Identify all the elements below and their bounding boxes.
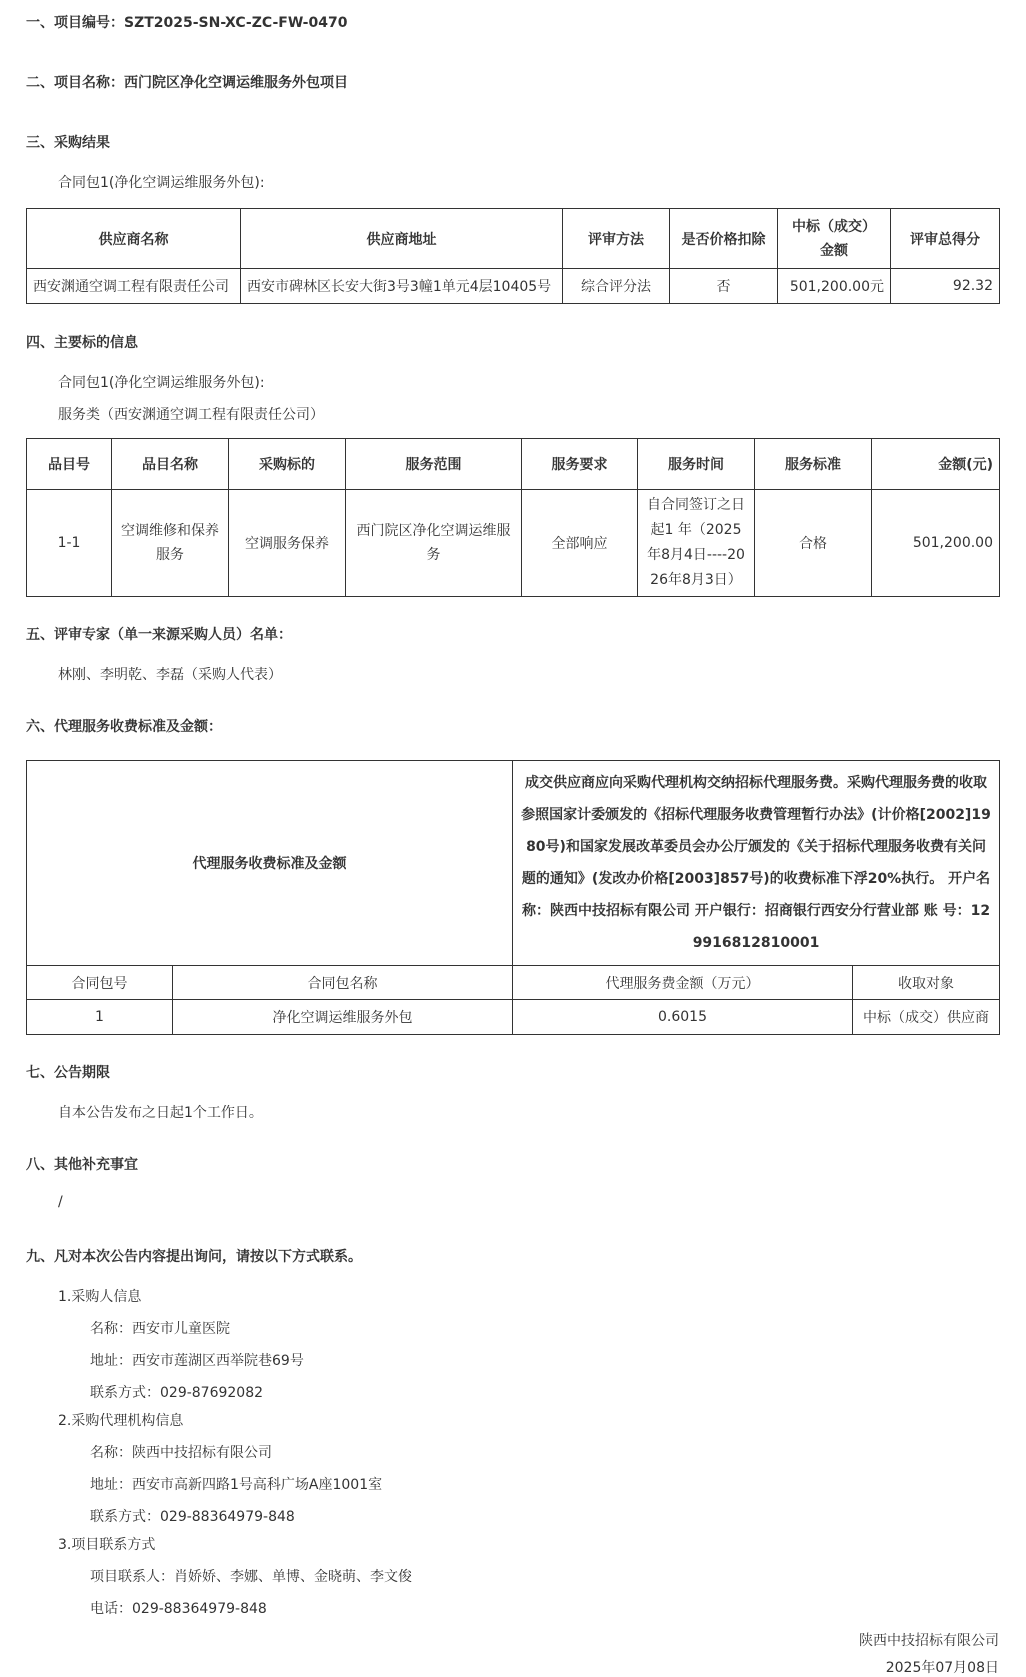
procurement-result-heading: 三、采购结果 [26, 135, 110, 151]
table-header: 金额(元) [872, 439, 1000, 490]
table-header: 评审总得分 [891, 209, 1000, 269]
award-amount: 501,200.00元 [778, 269, 891, 304]
project-name-label: 二、项目名称： [26, 75, 124, 91]
service-requirement: 全部响应 [522, 490, 638, 597]
purchaser-info-title: 1.采购人信息 [58, 1289, 142, 1305]
table-header: 供应商名称 [27, 209, 241, 269]
table-header-row [27, 209, 1000, 269]
table-header: 代理服务费金额（万元） [513, 966, 853, 1000]
service-scope: 西门院区净化空调运维服务 [346, 490, 522, 597]
purchaser-name: 名称：西安市儿童医院 [90, 1321, 230, 1337]
project-number-label: 一、项目编号： [26, 15, 124, 31]
purchaser-contact: 联系方式：029-87692082 [90, 1385, 264, 1401]
supplier-address: 西安市碑林区长安大街3号3幢1单元4层10405号 [241, 269, 563, 304]
main-subject-heading: 四、主要标的信息 [26, 335, 138, 351]
purchaser-address: 地址：西安市莲湖区西举院巷69号 [90, 1353, 304, 1369]
table-header: 服务要求 [522, 439, 638, 490]
fee-standard-row [27, 761, 1000, 966]
expert-list-heading: 五、评审专家（单一来源采购人员）名单： [26, 627, 292, 643]
table-header: 品目名称 [112, 439, 229, 490]
table-header: 服务时间 [638, 439, 755, 490]
project-contact-persons: 项目联系人：肖娇娇、李娜、单博、金晓萌、李文俊 [90, 1569, 412, 1585]
project-contact-phone: 电话：029-88364979-848 [90, 1601, 267, 1617]
item-number: 1-1 [27, 490, 112, 597]
price-deduction: 否 [670, 269, 778, 304]
agency-name: 名称：陕西中技招标有限公司 [90, 1445, 272, 1461]
total-score: 92.32 [891, 269, 1000, 304]
notice-period-heading: 七、公告期限 [26, 1065, 110, 1081]
supplier-name: 西安渊通空调工程有限责任公司 [27, 269, 241, 304]
item-amount: 501,200.00 [872, 490, 1000, 597]
table-header: 是否价格扣除 [670, 209, 778, 269]
footer-date: 2025年07月08日 [885, 1660, 999, 1676]
table-row [27, 490, 1000, 597]
package-name: 净化空调运维服务外包 [173, 1000, 513, 1035]
result-package-label: 合同包1(净化空调运维服务外包): [58, 175, 265, 191]
procurement-result-table [26, 208, 1000, 304]
subject-package-label: 合同包1(净化空调运维服务外包): [58, 375, 265, 391]
project-contact-title: 3.项目联系方式 [58, 1537, 156, 1553]
agency-info-title: 2.采购代理机构信息 [58, 1413, 184, 1429]
table-header: 合同包号 [27, 966, 173, 1000]
project-name-value: 西门院区净化空调运维服务外包项目 [124, 75, 348, 91]
notice-period-text: 自本公告发布之日起1个工作日。 [58, 1105, 263, 1121]
other-matters-heading: 八、其他补充事宜 [26, 1157, 138, 1173]
fee-standard-text: 成交供应商应向采购代理机构交纳招标代理服务费。采购代理服务费的收取参照国家计委颁发的《招标代理服务收费管理暂行办法》(计价格[2002]1980号)和国家发展改革委员会办公厅颁发的《关于招标代理服务收费有关问题的通知》(发改办价格[2003]857号)的收费标准下浮20%执行。 开户名称：陕西中技招标有限公司 开户银行：招商银行西安分行营业部 账 号：129916812810001 [513, 761, 1000, 966]
table-header: 服务范围 [346, 439, 522, 490]
table-header: 采购标的 [229, 439, 346, 490]
agency-fee-table [26, 760, 1000, 1035]
table-header-row [27, 439, 1000, 490]
fee-payer: 中标（成交）供应商 [853, 1000, 1000, 1035]
agency-contact: 联系方式：029-88364979-848 [90, 1509, 295, 1525]
project-number [26, 12, 347, 32]
table-header: 合同包名称 [173, 966, 513, 1000]
package-number: 1 [27, 1000, 173, 1035]
footer-organization: 陕西中技招标有限公司 [859, 1633, 999, 1649]
agency-fee-heading: 六、代理服务收费标准及金额： [26, 719, 222, 735]
contact-heading: 九、凡对本次公告内容提出询问，请按以下方式联系。 [26, 1249, 362, 1265]
table-header: 品目号 [27, 439, 112, 490]
item-name: 空调维修和保养服务 [112, 490, 229, 597]
fee-standard-label: 代理服务收费标准及金额 [27, 761, 513, 966]
service-time: 自合同签订之日起1 年（2025年8月4日----2026年8月3日） [638, 490, 755, 597]
subject-category: 服务类（西安渊通空调工程有限责任公司） [58, 407, 324, 423]
agency-address: 地址：西安市高新四路1号高科广场A座1001室 [90, 1477, 383, 1493]
table-row [27, 269, 1000, 304]
table-header: 服务标准 [755, 439, 872, 490]
service-standard: 合格 [755, 490, 872, 597]
table-header: 中标（成交） 金额 [778, 209, 891, 269]
expert-names: 林刚、李明乾、李磊（采购人代表） [58, 667, 282, 683]
table-header: 供应商地址 [241, 209, 563, 269]
table-header-row [27, 966, 1000, 1000]
procurement-subject: 空调服务保养 [229, 490, 346, 597]
main-subject-table [26, 438, 1000, 597]
project-number-value: SZT2025-SN-XC-ZC-FW-0470 [124, 15, 348, 31]
other-matters-text: / [58, 1194, 63, 1210]
fee-amount: 0.6015 [513, 1000, 853, 1035]
table-header: 评审方法 [563, 209, 670, 269]
project-name [26, 72, 348, 92]
table-row [27, 1000, 1000, 1035]
table-header: 收取对象 [853, 966, 1000, 1000]
review-method: 综合评分法 [563, 269, 670, 304]
